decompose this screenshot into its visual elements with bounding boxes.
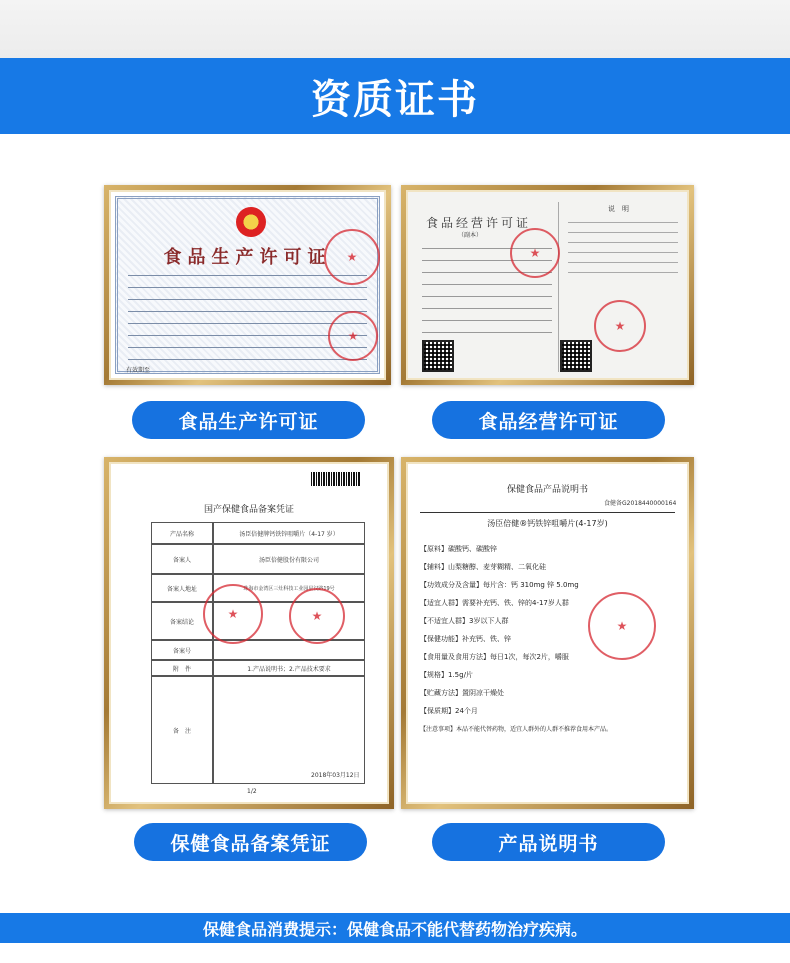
table-value: 1.产品说明书；2.产品技术要求 [213,660,365,676]
product-manual-label: 产品说明书 [432,823,665,861]
manual-line: 【保健功能】补充钙、铁、锌 [420,635,511,643]
certificate-frame-business-license [401,185,694,385]
table-label: 备案人地址 [151,574,213,602]
manual-line: 【注意事项】本品不能代替药物，适宜人群外的人群不推荐食用本产品。 [420,726,613,733]
manual-line: 【保质期】24个月 [420,707,478,715]
top-background [0,0,790,60]
red-seal-icon: ★ [289,588,345,644]
manual-line: 【贮藏方法】置阴凉干燥处 [420,689,504,697]
red-seal-icon: ★ [510,228,560,278]
business-license-side-title: 说 明 [608,205,629,213]
manual-line: 【不适宜人群】3岁以下人群 [420,617,509,625]
page-title: 资质证书 [311,76,479,123]
manual-line: 【原料】碳酸钙、碳酸锌 [420,545,497,553]
red-seal-icon: ★ [328,311,378,361]
qr-code-icon [560,340,592,372]
production-license-label: 食品生产许可证 [132,401,365,439]
business-license-label: 食品经营许可证 [432,401,665,439]
barcode-icon [311,472,361,486]
qr-code-icon [422,340,454,372]
table-value: 珠海市金湾区三灶科技工业园星汉路19号 [213,574,365,602]
manual-doc-number: 食健备G2018440000164 [604,500,677,507]
certificate-frame-production-license [104,185,391,385]
production-license-doc-title: 食品生产许可证 [163,247,332,268]
manual-product-line: 汤臣倍健®钙铁锌咀嚼片(4-17岁) [487,519,608,528]
consumer-notice-text: 保健食品消费提示：保健食品不能代替药物治疗疾病。 [202,919,587,939]
table-label: 备案号 [151,640,213,660]
red-seal-icon: ★ [588,592,656,660]
table-value [213,676,365,784]
manual-line: 【辅料】山梨糖醇、麦芽糊精、二氧化硅 [420,563,546,571]
national-emblem-icon [236,207,266,237]
table-value: 汤臣倍健股份有限公司 [213,544,365,574]
manual-line: 【食用量及食用方法】每日1次，每次2片，嚼服 [420,653,569,661]
table-label: 备案人 [151,544,213,574]
manual-line: 【功效成分及含量】每片含：钙 310mg 锌 5.0mg [420,581,579,589]
table-label: 产品名称 [151,522,213,544]
table-value: 汤臣倍健牌钙铁锌咀嚼片（4-17 岁） [213,522,365,544]
filing-doc-title: 国产保健食品备案凭证 [203,505,294,515]
expiry-label: 有效期至 [126,367,151,374]
table-label: 附 件 [151,660,213,676]
red-seal-icon: ★ [203,584,263,644]
red-seal-icon: ★ [594,300,646,352]
manual-line: 【规格】1.5g/片 [420,671,473,679]
section-header [0,58,790,134]
manual-doc-title: 保健食品产品说明书 [506,485,588,495]
production-license-image [115,196,380,374]
business-license-doc-title: 食品经营许可证 [426,216,532,230]
page-number: 1/2 [247,788,257,795]
red-seal-icon: ★ [324,229,380,285]
manual-line: 【适宜人群】需要补充钙、铁、锌的4-17岁人群 [420,599,569,607]
certificate-frame-product-manual [401,457,694,809]
filing-date: 2018年03月12日 [311,772,360,779]
certificate-frame-filing-certificate [104,457,394,809]
consumer-notice-banner [0,913,790,943]
filing-certificate-label: 保健食品备案凭证 [134,823,367,861]
table-label: 备案结论 [151,602,213,640]
business-license-subtitle: （副本） [458,232,483,239]
table-label: 备 注 [151,676,213,784]
